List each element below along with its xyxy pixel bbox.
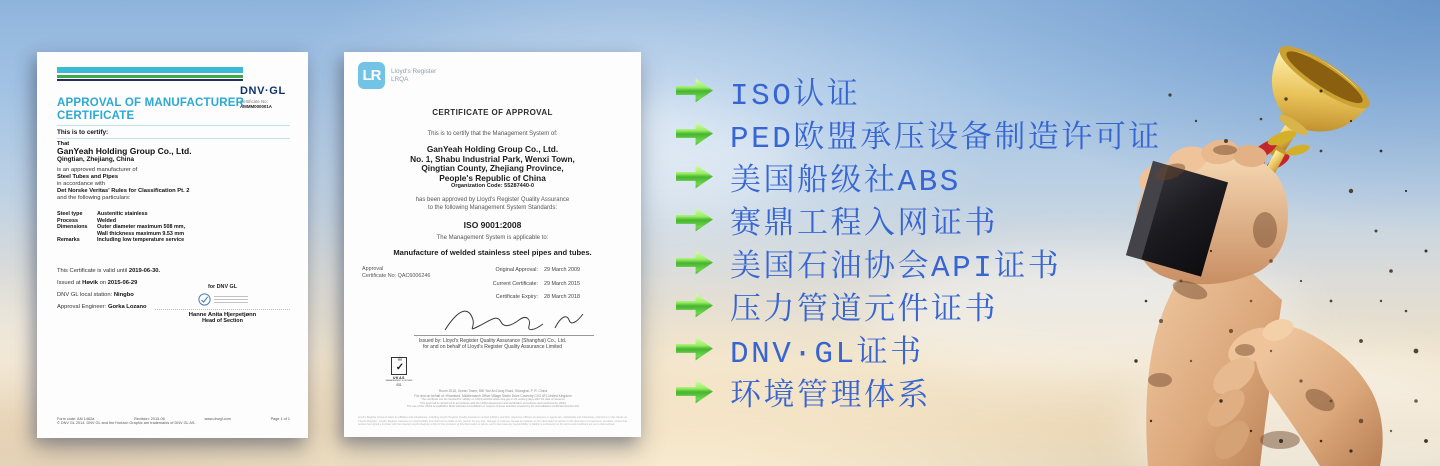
list-item-pressure-pipe (676, 284, 1162, 327)
certificate-number (240, 99, 300, 110)
list-item-label: DNV·GL证书 (730, 336, 924, 372)
list-item-label: 环境管理体系 (730, 379, 931, 415)
lr-address-block: Room 2018, Ocean Tower, 550 Yan An Dong Road, Shanghai, P. R. China For and on behalf of: Hiramford, Middlemarch Office Village Siskin Drive Coventry CV3 4FJ United Kingdom The certificate can be checked for validity on CNCA website www.cnca.gov.cn 01 working days after the date of issuance This approval is carried out in accordance with the LRQA assessment and certification procedures and monitored by LRQA The use of the UKAS Accreditation Mark indicates Accreditation in respect of those activities covered by the Accreditation Certificate Number 001 (406, 389, 580, 409)
digital-signature-stamp-icon (198, 293, 211, 306)
certification-list (676, 69, 1162, 413)
list-item-ped (676, 112, 1162, 155)
green-arrow-icon (676, 77, 713, 104)
ukas-accreditation-mark: ♔ ✓ UKAS MANAGEMENT SYSTEMS 001 (385, 357, 413, 387)
list-item-label: 美国船级社ABS (730, 164, 961, 200)
lrqa-certificate (344, 52, 641, 437)
particulars-table: Steel type Austenitic stainless Process Welded Dimensions Outer diameter maximum 508 mm, Wall thickness maximum 9.53 mm Remarks Including low temperature service (57, 211, 186, 244)
signer-name: Hanne Anita Hjerpetjønn (188, 312, 257, 318)
date-table: Original Approval: 29 March 2009 Current Certificate: 29 March 2015 Certificate Expiry: 28 March 2018 (492, 267, 580, 301)
scope-line: Manufacture of welded stainless steel pipes and tubes. (393, 248, 592, 257)
certify-label: This is to certify: (57, 129, 109, 136)
list-item-dnv-gl (676, 327, 1162, 370)
green-arrow-icon (676, 249, 713, 276)
accordance-line: in accordance with Det Norske Veritas' Rules for Classification Pt. 2 (57, 181, 190, 194)
list-item-label: 压力管道元件证书 (730, 293, 998, 329)
approval-certificate-number: Approval Certificate No: QAC6006246 (362, 266, 431, 279)
applicable-line: The Management System is applicable to: (436, 235, 549, 241)
that-label: That (57, 140, 70, 147)
signer-title: Head of Section (202, 318, 243, 324)
green-arrow-icon (676, 163, 713, 190)
dnv-gl-logo: DNV·GL (240, 85, 286, 97)
signature-line (414, 335, 594, 336)
divider (57, 125, 290, 126)
particulars-line: and the following particulars: (57, 195, 131, 201)
list-item-label: 美国石油协会API证书 (730, 250, 1062, 286)
lr-brand-text: Lloyd's Register LRQA (391, 68, 437, 83)
organization-code: Organization Code: 55287440-0 (450, 183, 534, 189)
company-name: GanYeah Holding Group Co., Ltd. (57, 146, 192, 156)
dnv-header-stripes (57, 67, 243, 81)
issued-line: Issued at Høvik on 2015-06-29 (57, 280, 138, 286)
green-arrow-icon (676, 120, 713, 147)
ukas-crown-check-icon: ♔ ✓ (391, 357, 407, 375)
product-scope: Steel Tubes and Pipes (57, 173, 119, 180)
list-item-saiding (676, 198, 1162, 241)
handwritten-signature (439, 304, 594, 336)
valid-until-line: This Certificate is valid until 2019-06-30. (57, 268, 161, 274)
standard-name: ISO 9001:2008 (463, 220, 522, 230)
issued-by-lines: Issued by: Lloyd's Register Quality Assurance (Shanghai) Co., Ltd. for and on behalf of Lloyd's Register Quality Assurance Limited (418, 338, 567, 351)
list-item-environment (676, 370, 1162, 413)
list-item-label: 赛鼎工程入网证书 (730, 207, 998, 243)
certificate-number-value: AMMM000001A (240, 104, 272, 110)
rules-reference: Det Norske Veritas' Rules for Classification Pt. 2 (57, 187, 190, 194)
lr-legal-disclaimer: Lloyd's Register Group Limited, its affiliates and subsidiaries, including Lloyd's Register Quality Assurance Limited (LRQA), and their respective officers, employees or agents are, individually and collectively, referred to in this clause as 'Lloyd's Register'. Lloyd's Register assumes no responsibility and shall not be liable to any person for any loss, damage or expense caused by reliance on the information or advice in this document or howsoever provided, unless that person has signed a contract with the relevant Lloyd's Register entity for the provision of this information or advice and in that case any responsibility or liability is exclusively on the terms and conditions set out in that contract. (358, 416, 627, 426)
for-dnv-gl-label: for DNV GL (207, 284, 238, 290)
list-item-label: ISO认证 (730, 78, 861, 114)
dnv-certificate-title: APPROVAL OF MANUFACTURER CERTIFICATE (57, 97, 245, 122)
company-location: Qingtian, Zhejiang, China (57, 156, 135, 163)
approval-engineer-line: Approval Engineer: Gorka Lozano (57, 303, 147, 310)
dnv-signature-block (155, 284, 290, 324)
dnv-footer: Form code: AM 1462a Revision: 2015-06 www.dnvgl.com Page 1 of 1 © DNV GL 2014. DNV GL and the Horizon Graphic are trademarks of DNV GL AS. (57, 417, 290, 425)
signature-line (155, 309, 290, 310)
dnv-gl-certificate (37, 52, 308, 438)
list-item-api (676, 241, 1162, 284)
approved-manufacturer-line: is an approved manufacturer of Steel Tubes and Pipes (57, 167, 138, 180)
green-arrow-icon (676, 335, 713, 362)
lr-approved-lines: has been approved by Lloyd's Register Quality Assurance to the following Management System Standards: (415, 197, 570, 211)
green-arrow-icon (676, 292, 713, 319)
divider (57, 138, 290, 139)
lr-header (358, 62, 436, 89)
lr-company-block: GanYeah Holding Group Co., Ltd. No. 1, Shabu Industrial Park, Wenxi Town, Qingtian County, Zhejiang Province, People's Republic of China (410, 144, 575, 183)
list-item-abs (676, 155, 1162, 198)
list-item-iso (676, 69, 1162, 112)
green-arrow-icon (676, 378, 713, 405)
lr-logo: LR (358, 62, 385, 89)
local-station-line: DNV GL local station: Ningbo (57, 292, 134, 298)
list-item-label: PED欧盟承压设备制造许可证 (730, 121, 1162, 157)
lr-certificate-title: CERTIFICATE OF APPROVAL (432, 108, 553, 117)
lr-certify-line: This is to certify that the Management System of: (427, 131, 558, 137)
certificate-number-label: Certificate No: (240, 99, 268, 104)
stamp-note-lines (214, 296, 248, 304)
green-arrow-icon (676, 206, 713, 233)
